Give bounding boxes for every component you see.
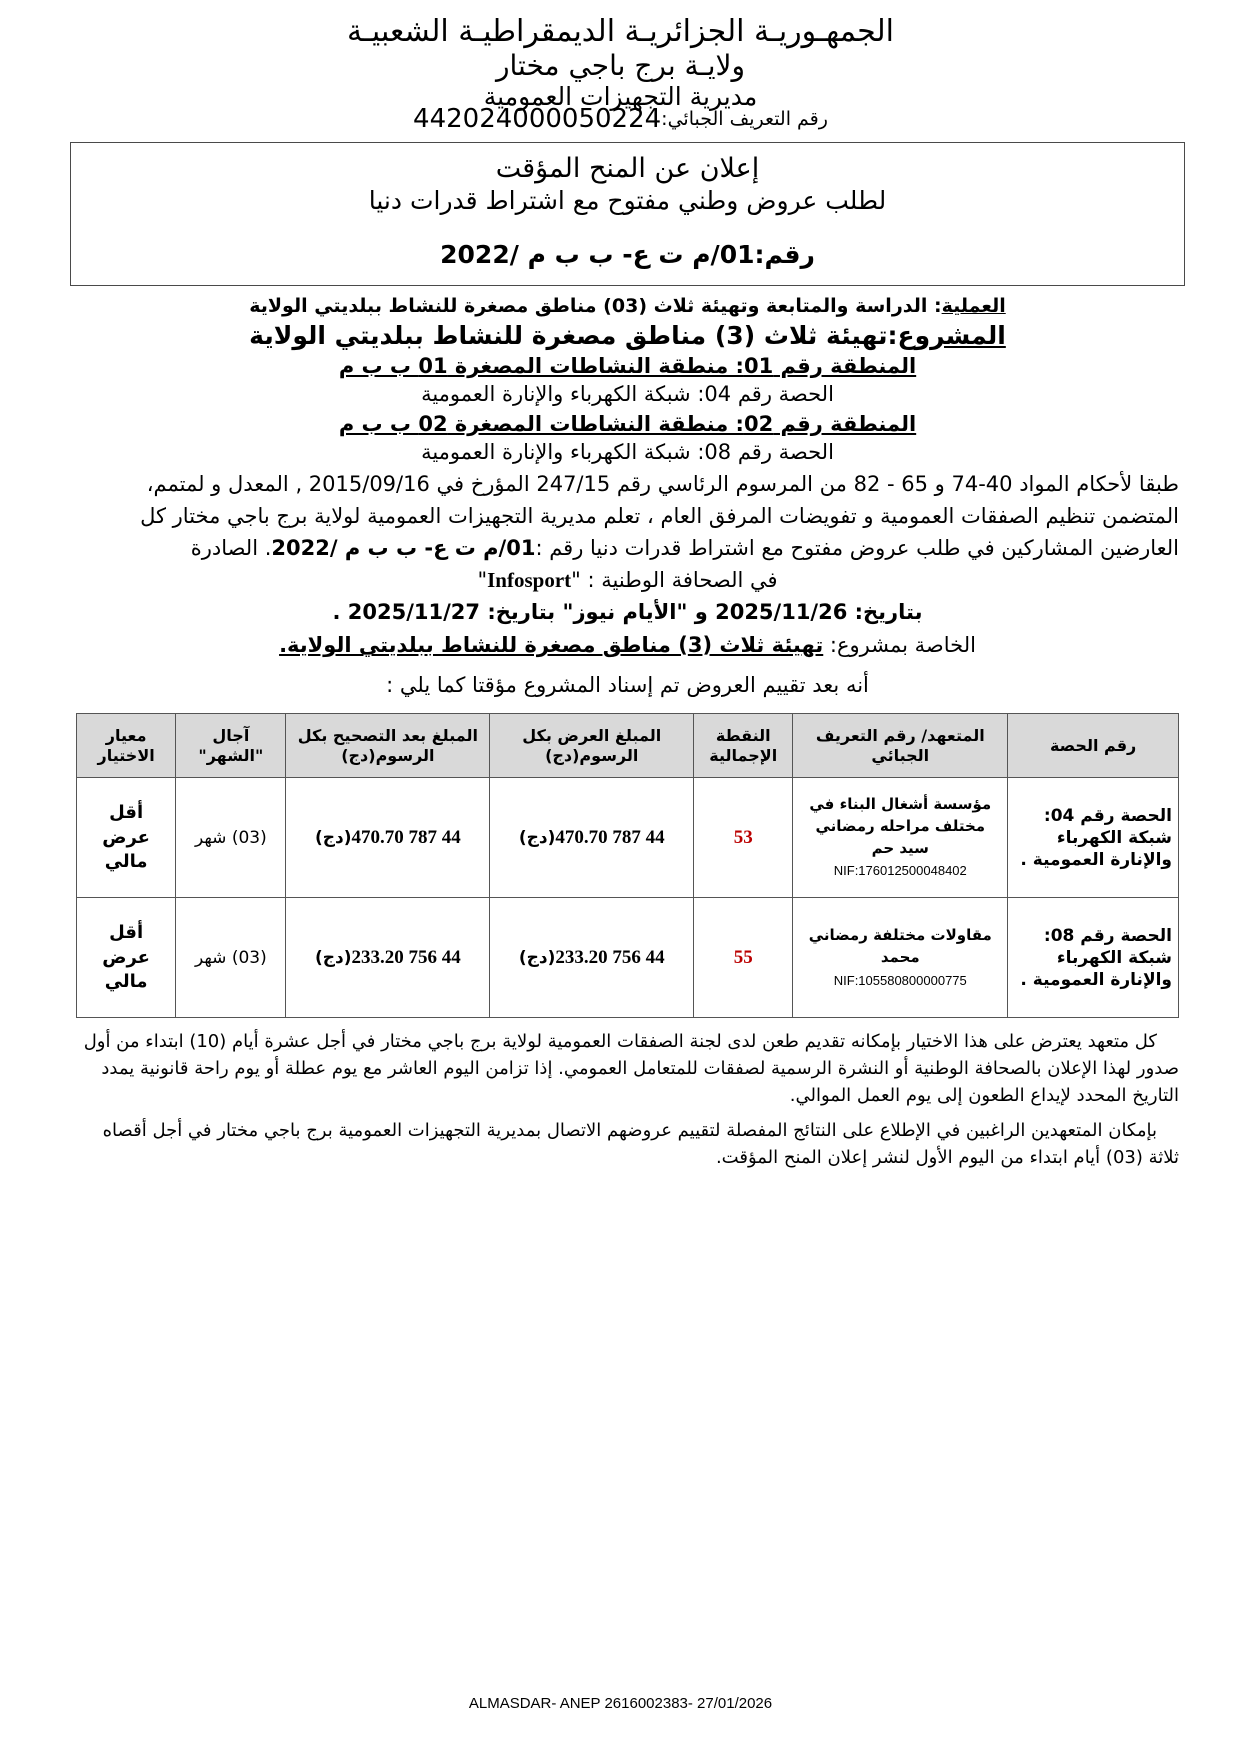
row-0-offer-value: 44 787 470.70 [555,826,665,848]
header-delay: آجال "الشهر" [176,714,286,778]
project-label: المشروع [897,320,1006,350]
row-0-offer-amount [490,778,694,898]
row-1-bidder-name: مقاولات مختلفة رمضاني محمد [808,926,992,966]
row-1-offer-currency: (دج) [518,947,556,968]
header-bidder-nif: المتعهد/ رقم التعريف الجبائي [793,714,1008,778]
row-0-corrected-value: 44 787 470.70 [351,826,461,848]
announcement-title-box [70,142,1185,286]
row-0-corrected-amount [286,778,490,898]
detailed-results-notice: بإمكان المتعهدين الراغبين في الإطلاع على النتائج المفصلة لتقييم عروضهم الاتصال بمديرية التجهيزات العمومية برج باجي مختار في أجل أقصاه ثلاثة (03) أيام ابتداء من اليوم الأول لنشر إعلان المنح المؤقت. [102,1120,1179,1169]
table-header-row [77,714,1179,778]
tax-id-line [0,103,1241,134]
legal-paragraph-tail: . الصادرة [190,536,272,561]
legal-reference-number: 01/م ت ع- ب ب م /2022 [271,536,536,561]
row-0-delay: (03) شهر [176,778,286,898]
row-1-lot: الحصة رقم 08: شبكة الكهرباء والإنارة العمومية . [1008,898,1179,1018]
footnotes [76,1028,1179,1171]
announcement-reference: رقم:01/م ت ع- ب ب م /2022 [440,240,815,270]
announcement-subtitle: لطلب عروض وطني مفتوح مع اشتراط قدرات دنيا [368,185,887,215]
directorate-name: مديرية التجهيزات العمومية [483,82,758,112]
tax-id-number: 442024000050224 [413,103,662,134]
document-body [76,294,1179,701]
row-1-bidder-nif: NIF:105580800000775 [833,972,967,988]
row-1-corrected-currency: (دج) [314,947,352,968]
press-suffix: " [477,568,488,593]
row-1-score: 55 [694,898,793,1018]
row-1-offer-amount [490,898,694,1018]
row-1-criterion: أقل عرض مالي [77,898,176,1018]
zone-2-heading: المنطقة رقم 02: منطقة النشاطات المصغرة 02 ب ب م [338,411,917,436]
legal-paragraph-text: طبقا لأحكام المواد 40-74 و 65 - 82 من المرسوم الرئاسي رقم 247/15 المؤرخ في 2015/09/16 , المعدل و لمتمم، المتضمن تنظيم الصفقات العمومية و تفويضات المرفق العام ، تعلم مديرية التجهيزات العمومية لولاية برج باجي مختار كل العارضين المشاركين في طلب عروض مفتوح مع اشتراط قدرات دنيا رقم : [140,472,1179,561]
project-text: :تهيئة ثلاث (3) مناطق مصغرة للنشاط ببلديتي الولاية [249,320,898,350]
special-project-prefix: الخاصة بمشروع: [823,633,976,658]
zone-1-heading: المنطقة رقم 01: منطقة النشاطات المصغرة 01 ب ب م [338,354,917,378]
appeal-notice: كل متعهد يعترض على هذا الاختيار بإمكانه تقديم طعن لدى لجنة الصفقات العمومية لولاية برج باجي مختار في أجل عشرة أيام (10) ابتداء من أول صدور لهذا الإعلان بالصحافة الوطنية أو النشرة الرسمية لصفقات للمتعامل العمومي. إذا تزامن اليوم العاشر مع يوم عطلة أو يوم راحة قانونية يمدد التاريخ المحدد لإيداع الطعون إلى يوم العمل الموالي. [83,1031,1179,1107]
row-0-corrected-currency: (دج) [314,827,352,848]
newspaper-name-infosport: Infosport [487,568,572,593]
row-0-bidder [793,778,1008,898]
award-table [76,713,1179,1018]
publication-dates-line: بتاريخ: 2025/11/26 و "الأيام نيوز" بتاريخ: 2025/11/27 . [332,599,923,624]
tax-id-label: رقم التعريف الجبائي: [661,107,828,130]
announcement-title: إعلان عن المنح المؤقت [495,152,760,184]
header-offer-amount: المبلغ العرض بكل الرسوم(دج) [490,714,694,778]
wilaya-name: ولايـة برج باجي مختار [495,49,746,83]
operation-label: العملية [941,294,1006,317]
table-row [77,778,1179,898]
page-footer: ALMASDAR- ANEP 2616002383- 27/01/2026 [468,1695,773,1712]
row-1-bidder [793,898,1008,1018]
row-1-corrected-value: 44 756 233.20 [351,946,461,968]
republic-name: الجمهـوريـة الجزائريـة الديمقراطيـة الشعبيـة [347,14,894,49]
letterhead [0,0,1241,136]
operation-text: : الدراسة والمتابعة وتهيئة ثلاث (03) مناطق مصغرة للنشاط ببلديتي الولاية [249,294,942,317]
row-1-offer-value: 44 756 233.20 [555,946,665,968]
project-line [76,320,1179,353]
row-0-bidder-nif: NIF:176012500048402 [833,863,967,879]
header-criterion: معيار الاختيار [77,714,176,778]
row-0-score: 53 [694,778,793,898]
header-lot-number: رقم الحصة [1008,714,1179,778]
row-0-offer-currency: (دج) [518,827,556,848]
special-project-line [76,630,1179,662]
lot-2-description: الحصة رقم 08: شبكة الكهرباء والإنارة العمومية [421,440,834,465]
row-0-criterion: أقل عرض مالي [77,778,176,898]
operation-line [76,294,1179,320]
press-prefix: في الصحافة الوطنية : " [571,568,778,593]
header-total-score: النقطة الإجمالية [694,714,793,778]
row-0-lot: الحصة رقم 04: شبكة الكهرباء والإنارة العمومية . [1008,778,1179,898]
row-1-corrected-amount [286,898,490,1018]
press-publication-line [76,565,1179,597]
row-0-bidder-name: مؤسسة أشغال البناء في مختلف مراحله رمضاني سيد حم [809,795,992,857]
legal-paragraph [76,469,1179,565]
header-corrected-amount: المبلغ بعد التصحيح بكل الرسوم(دج) [286,714,490,778]
table-row [77,898,1179,1018]
special-project-name: تهيئة ثلاث (3) مناطق مصغرة للنشاط ببلديتي الولاية. [279,633,824,658]
row-1-delay: (03) شهر [176,898,286,1018]
evaluation-result-line: أنه بعد تقييم العروض تم إسناد المشروع مؤقتا كما يلي : [386,672,869,697]
lot-1-description: الحصة رقم 04: شبكة الكهرباء والإنارة العمومية [421,382,834,407]
